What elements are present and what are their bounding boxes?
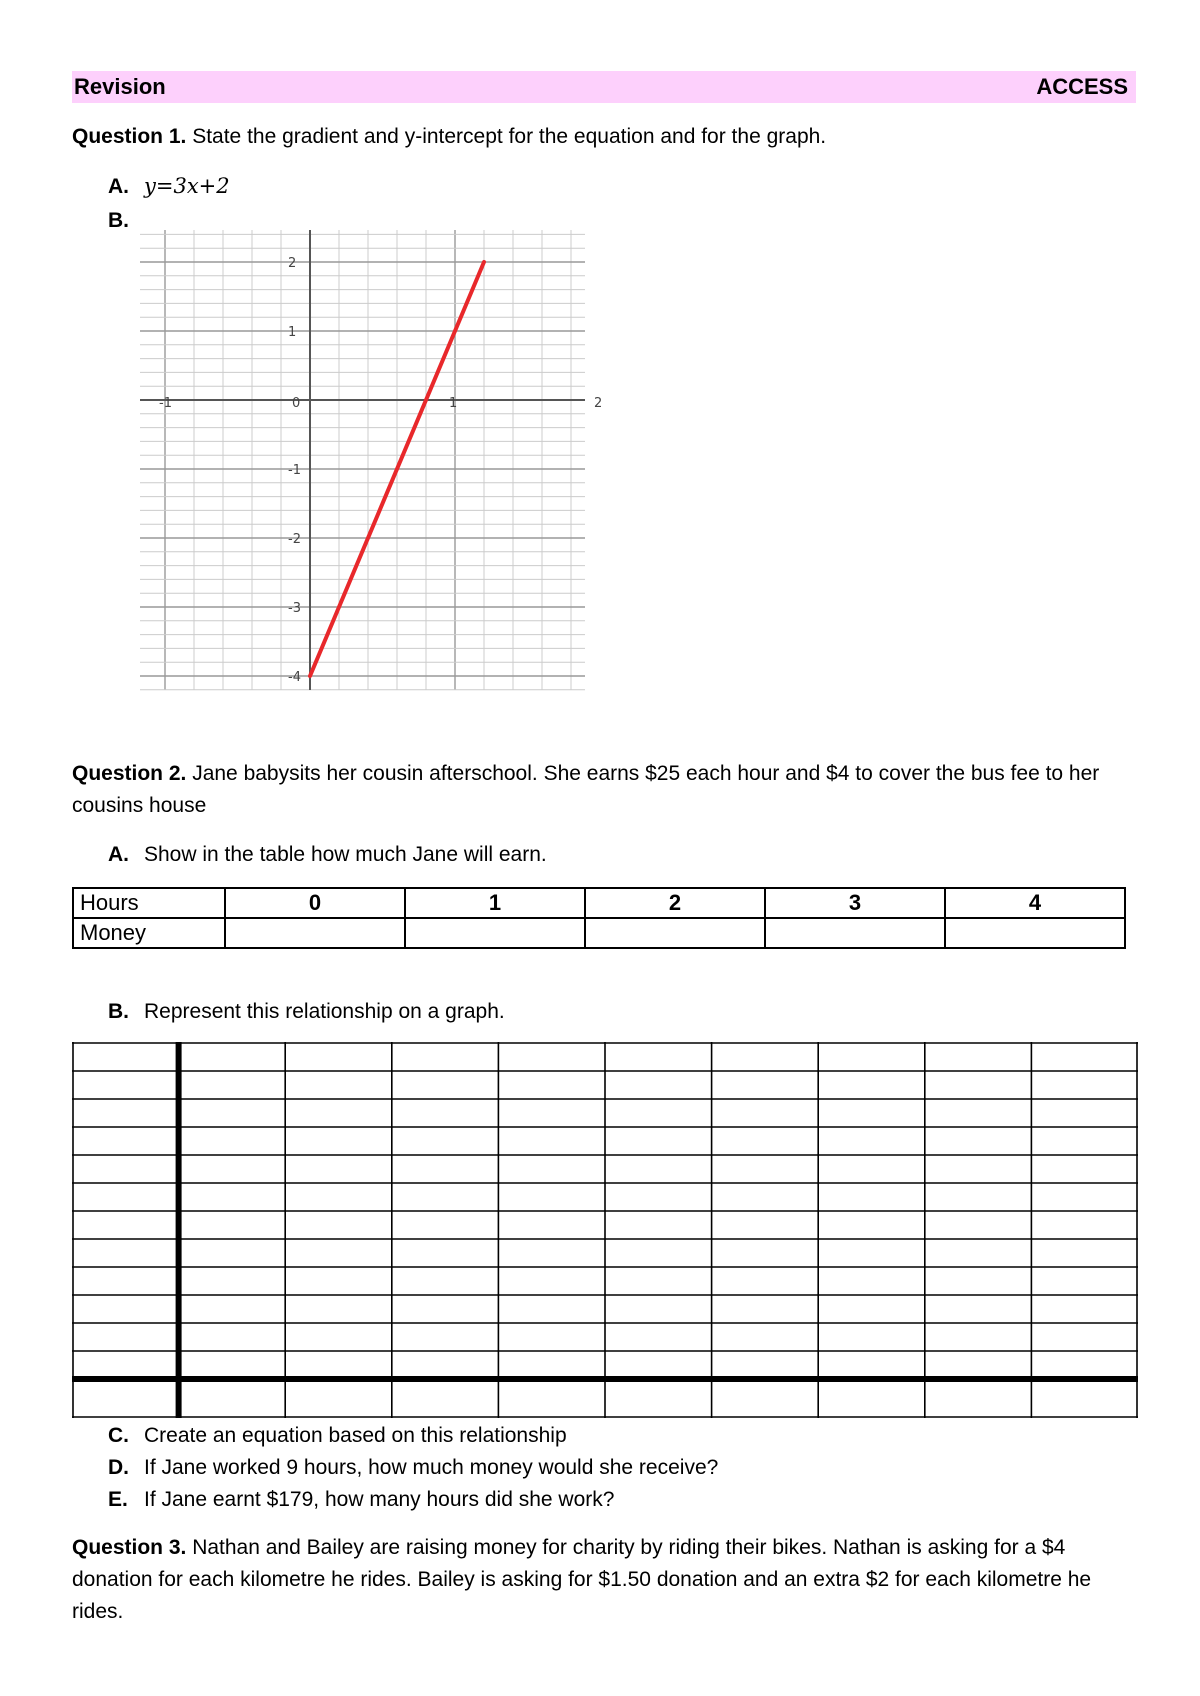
question-1-label: Question 1. bbox=[72, 125, 187, 148]
q2-d-letter: D. bbox=[108, 1456, 129, 1479]
y-tick-label: 1 bbox=[288, 325, 297, 340]
question-2 bbox=[72, 758, 1136, 822]
question-2-label: Question 2. bbox=[72, 762, 187, 785]
money-cell[interactable] bbox=[765, 918, 945, 948]
question-3-label: Question 3. bbox=[72, 1536, 187, 1559]
q2-item-d bbox=[108, 1452, 718, 1484]
header-title: Revision bbox=[74, 74, 166, 99]
header-bar bbox=[72, 71, 1136, 103]
graph-grid bbox=[140, 230, 585, 690]
q2-item-c bbox=[108, 1420, 567, 1452]
q2-item-e bbox=[108, 1484, 614, 1516]
money-cell[interactable] bbox=[405, 918, 585, 948]
question-3-text: Nathan and Bailey are raising money for charity by riding their bikes. Nathan is asking for a $4 donation for each kilometre he rides. Bailey is asking for $1.50 donation and an extra $2 for each kilometre he rides. bbox=[72, 1536, 1092, 1623]
hours-cell: 1 bbox=[405, 888, 585, 918]
question-1 bbox=[72, 121, 1132, 153]
x-tick-label: 0 bbox=[292, 396, 301, 411]
x-tick-label: 1 bbox=[449, 396, 458, 411]
q1-item-a bbox=[108, 170, 230, 203]
y-tick-label: -2 bbox=[288, 532, 301, 547]
y-tick-label: 2 bbox=[288, 256, 297, 271]
row-label-hours: Hours bbox=[73, 888, 225, 918]
hours-cell: 3 bbox=[765, 888, 945, 918]
q1-item-b bbox=[108, 205, 144, 237]
q2-b-letter: B. bbox=[108, 1000, 129, 1023]
q2-a-text: Show in the table how much Jane will earn. bbox=[144, 843, 547, 866]
row-label-money: Money bbox=[73, 918, 225, 948]
blank-answer-grid[interactable] bbox=[72, 1042, 1138, 1418]
q2-b-text: Represent this relationship on a graph. bbox=[144, 1000, 505, 1023]
table-row bbox=[73, 888, 1125, 918]
x-tick-label: 2 bbox=[594, 396, 603, 411]
q2-item-a bbox=[108, 839, 547, 871]
q2-a-letter: A. bbox=[108, 843, 129, 866]
q1-equation: y=3x+2 bbox=[144, 174, 230, 198]
q1-a-letter: A. bbox=[108, 175, 129, 198]
earnings-table bbox=[72, 887, 1126, 949]
q1-b-letter: B. bbox=[108, 209, 129, 232]
question-3 bbox=[72, 1532, 1136, 1628]
x-tick-label: -1 bbox=[159, 396, 172, 411]
q1-line-graph bbox=[140, 230, 603, 695]
question-1-text: State the gradient and y-intercept for the equation and for the graph. bbox=[192, 125, 827, 148]
q2-d-text: If Jane worked 9 hours, how much money would she receive? bbox=[144, 1456, 719, 1479]
money-cell[interactable] bbox=[225, 918, 405, 948]
q2-item-b bbox=[108, 996, 505, 1028]
table-row bbox=[73, 918, 1125, 948]
money-cell[interactable] bbox=[585, 918, 765, 948]
hours-cell: 2 bbox=[585, 888, 765, 918]
money-cell[interactable] bbox=[945, 918, 1125, 948]
y-tick-label: -1 bbox=[288, 463, 301, 478]
question-2-text: Jane babysits her cousin afterschool. She earns $25 each hour and $4 to cover the bus fee to her cousins house bbox=[72, 762, 1100, 817]
y-tick-label: -4 bbox=[288, 670, 301, 685]
q2-c-text: Create an equation based on this relationship bbox=[144, 1424, 567, 1447]
y-tick-label: -3 bbox=[288, 601, 301, 616]
q2-e-letter: E. bbox=[108, 1488, 128, 1511]
q2-c-letter: C. bbox=[108, 1424, 129, 1447]
hours-cell: 4 bbox=[945, 888, 1125, 918]
q2-e-text: If Jane earnt $179, how many hours did she work? bbox=[144, 1488, 615, 1511]
header-tag: ACCESS bbox=[1036, 74, 1128, 99]
hours-cell: 0 bbox=[225, 888, 405, 918]
